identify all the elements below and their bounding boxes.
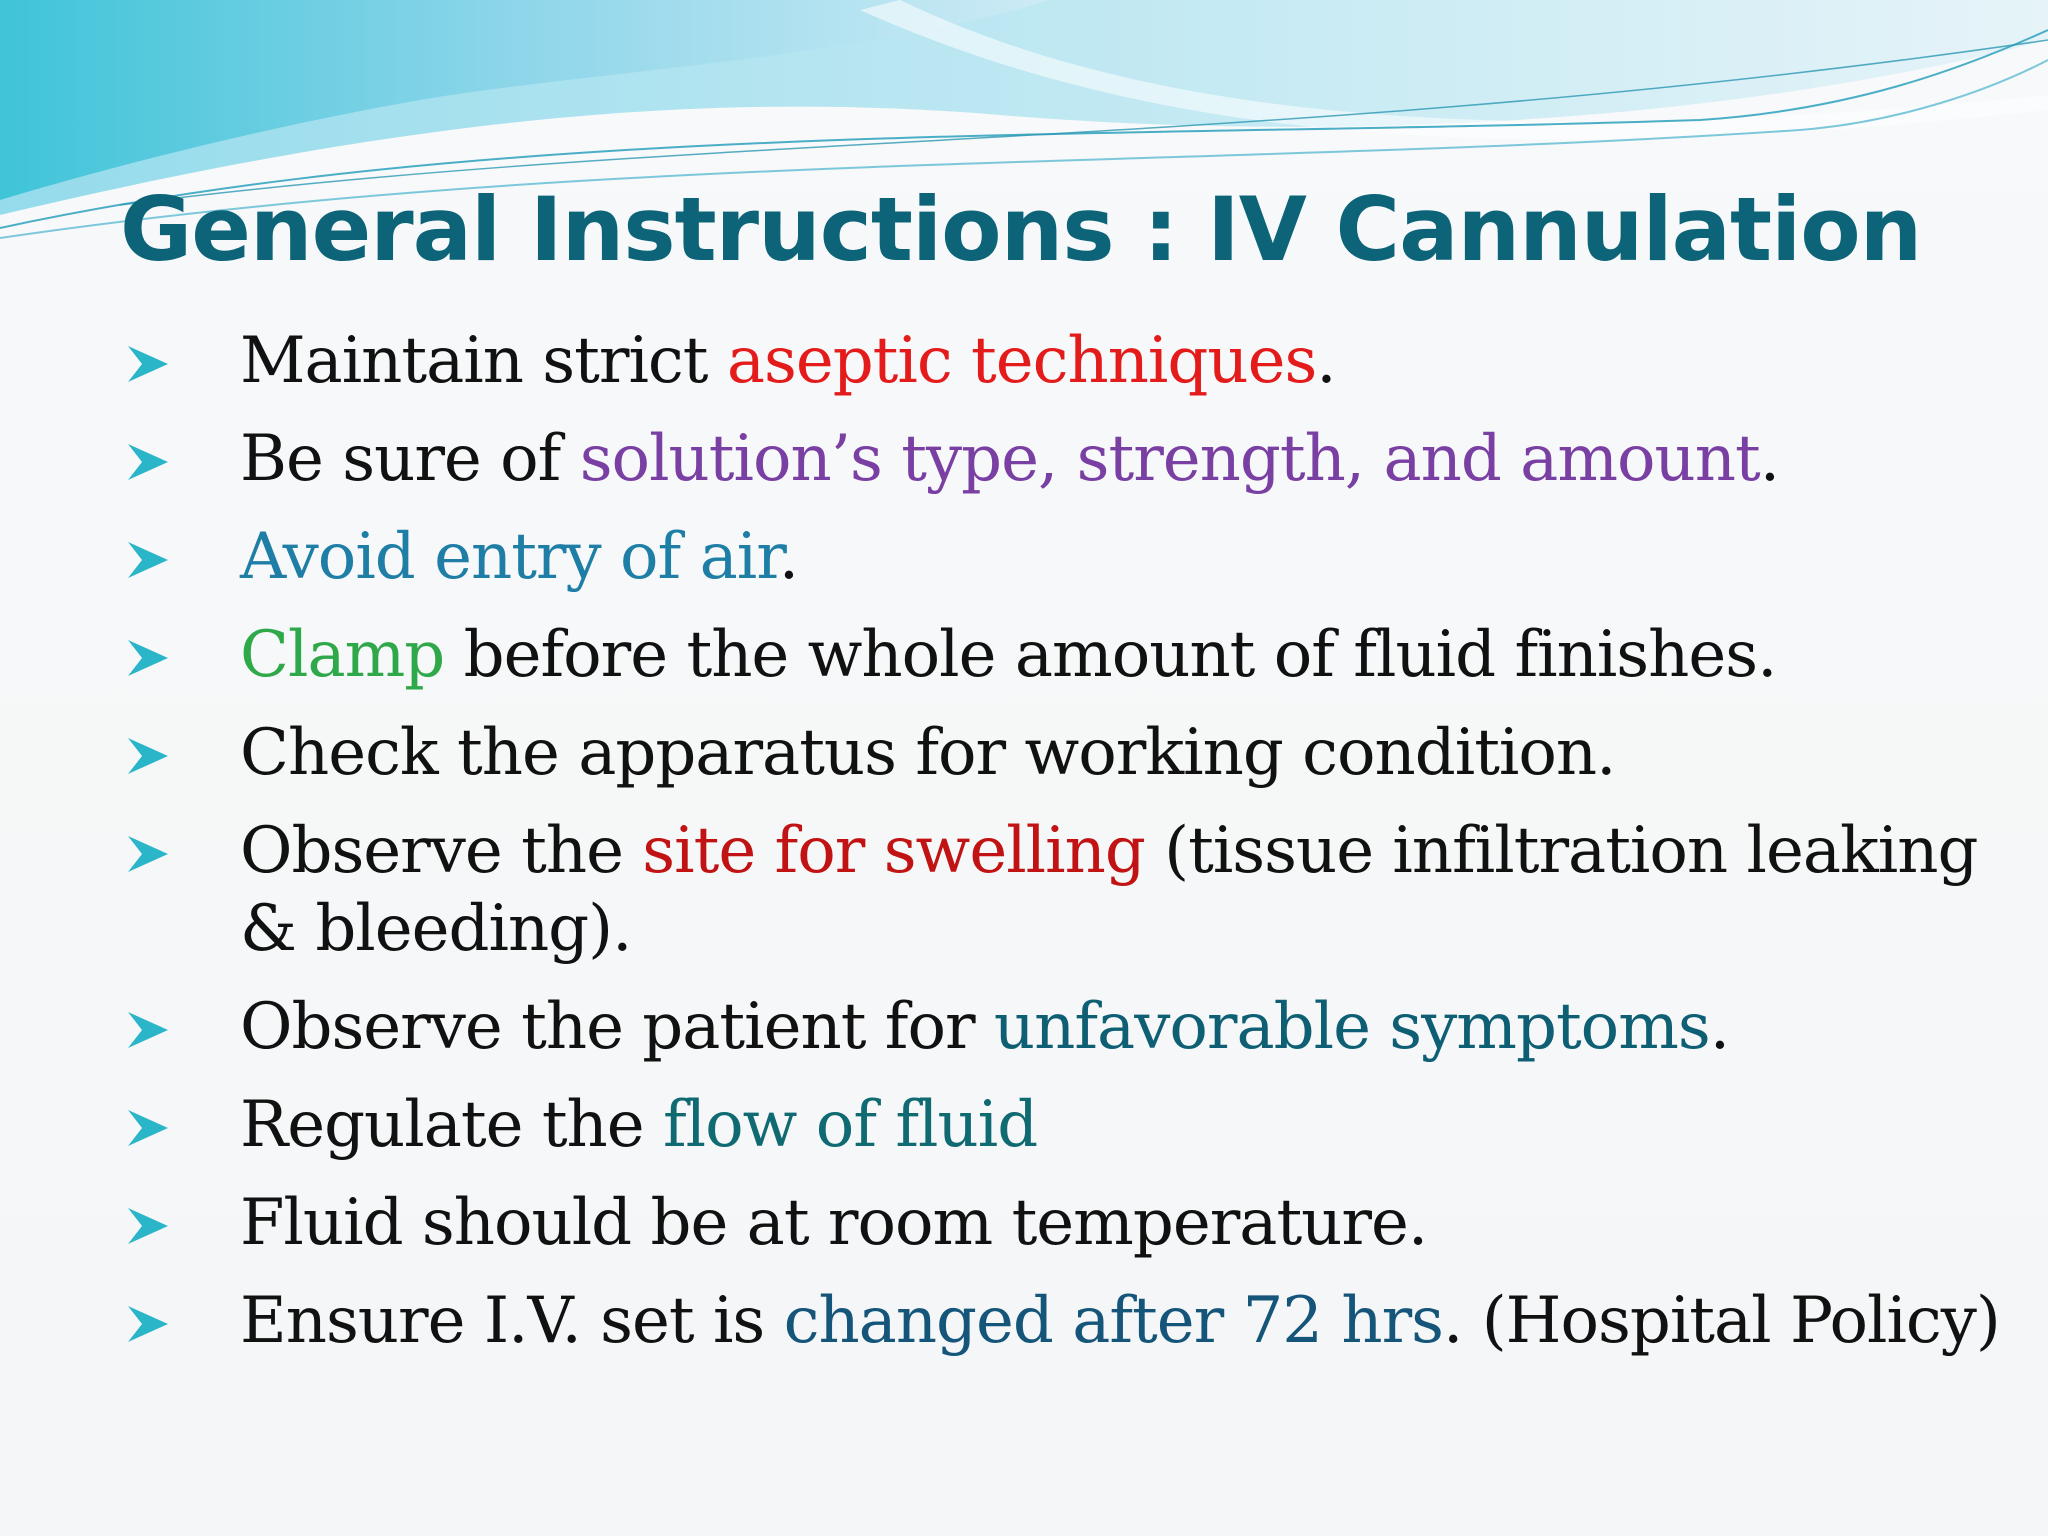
list-item (126, 988, 2006, 1066)
list-item (126, 1282, 2006, 1360)
bullet-highlight: solution’s type, strength, and amount (579, 422, 1760, 496)
bullet-text: Check the apparatus for working condition. (240, 716, 1616, 790)
list-item (126, 714, 2006, 792)
bullet-text-end: . (1759, 422, 1780, 496)
bullet-highlight: flow of fluid (662, 1088, 1038, 1162)
list-item (126, 1086, 2006, 1164)
slide-title: General Instructions : IV Cannulation (120, 178, 1922, 281)
bullet-text: Observe the patient for (240, 990, 994, 1064)
arrowhead-bullet-icon (126, 442, 170, 482)
bullet-text: Maintain strict (240, 324, 727, 398)
arrowhead-bullet-icon (126, 344, 170, 384)
bullet-text: Be sure of (240, 422, 580, 496)
bullet-text-end: . (778, 520, 799, 594)
bullet-highlight: aseptic techniques (726, 324, 1317, 398)
list-item (126, 322, 2006, 400)
bullet-text-end: . (1316, 324, 1336, 398)
arrowhead-bullet-icon (126, 1010, 170, 1050)
bullet-text: Observe the (240, 814, 643, 888)
bullet-text-end: before the whole amount of fluid finishes. (444, 618, 1777, 692)
bullet-highlight: Avoid entry of air (240, 520, 779, 594)
bullet-highlight: Clamp (240, 618, 445, 692)
list-item (126, 420, 2006, 498)
bullet-text-end: . (1709, 990, 1730, 1064)
bullet-highlight: unfavorable symptoms (993, 990, 1710, 1064)
bullet-text-end: . (Hospital Policy) (1443, 1284, 2000, 1358)
bullet-text: Fluid should be at room temperature. (240, 1186, 1428, 1260)
arrowhead-bullet-icon (126, 736, 170, 776)
list-item (126, 518, 2006, 596)
bullet-text: Regulate the (240, 1088, 663, 1162)
bullet-highlight: site for swelling (642, 814, 1145, 888)
arrowhead-bullet-icon (126, 1304, 170, 1344)
arrowhead-bullet-icon (126, 1108, 170, 1148)
bullet-text: Ensure I.V. set is (240, 1284, 784, 1358)
bullet-list (126, 322, 2006, 1380)
arrowhead-bullet-icon (126, 1206, 170, 1246)
arrowhead-bullet-icon (126, 540, 170, 580)
list-item (126, 812, 2006, 968)
bullet-highlight: changed after 72 hrs (783, 1284, 1443, 1358)
arrowhead-bullet-icon (126, 834, 170, 874)
arrowhead-bullet-icon (126, 638, 170, 678)
list-item (126, 1184, 2006, 1262)
list-item (126, 616, 2006, 694)
bullet-text-end: (tissue infiltration leaking & bleeding). (240, 814, 1978, 966)
